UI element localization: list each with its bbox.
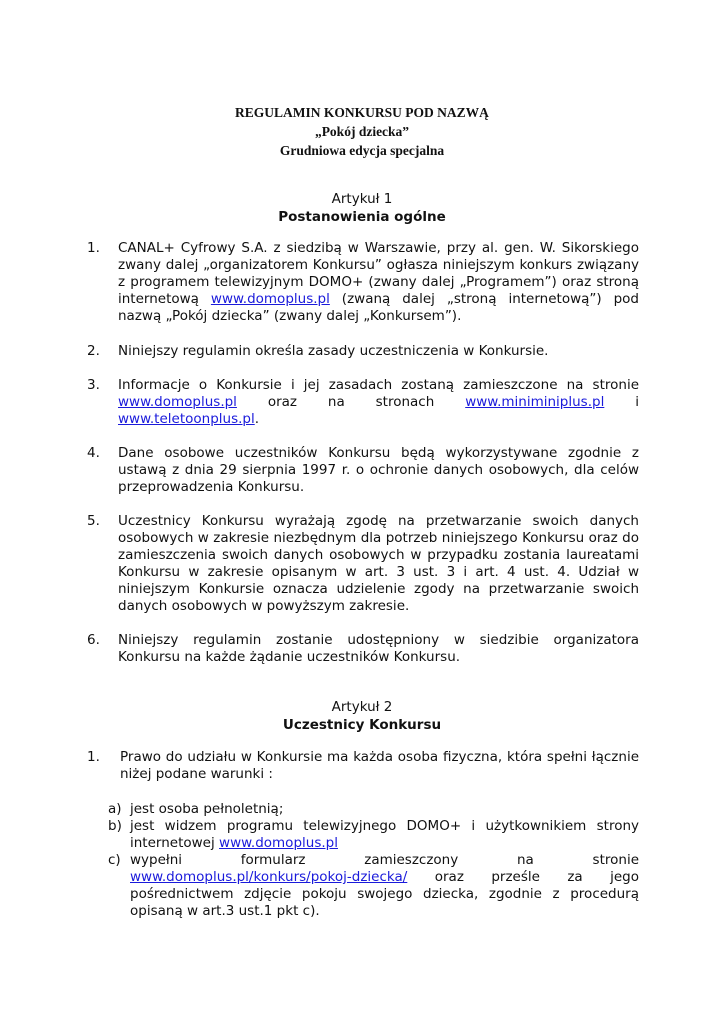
contest-form-link[interactable]: www.domoplus.pl/konkurs/pokoj-dziecka/ [130,869,408,885]
teletoonplus-link[interactable]: www.teletoonplus.pl [118,411,255,427]
item-text: jest widzem programu telewizyjnego DOMO+ i użytkownikiem strony internetowej [130,818,639,851]
miniminiplus-link[interactable]: www.miniminiplus.pl [465,394,605,410]
article-1-number: Artykuł 1 [331,191,393,207]
item-text: oraz prześle za jego pośrednictwem zdjęcie pokoju swojego dziecka, zgodnie z procedurą opisaną w art.3 ust.1 pkt c). [130,869,639,919]
article-1-item-5: Uczestnicy Konkursu wyrażają zgodę na przetwarzanie swoich danych osobowych w zakresie niezbędnym dla potrzeb niniejszego Konkursu oraz do zamieszczenia swoich danych osobowych w przypadku zostania laureatami Konkursu w zakresie opisanym w art. 3 ust. 3 i art. 4 ust. 4. Udział w niniejszym Konkursie oznacza udzielenie zgody na przetwarzanie swoich danych osobowych w powyższym zakresie. [118,513,639,614]
item-number: 1. [87,749,100,765]
domoplus-link[interactable]: www.domoplus.pl [210,291,330,307]
item-text: (zwaną dalej „stroną internetową”) pod nazwą „Pokój dziecka” (zwany dalej „Konkursem”). [118,291,639,324]
domoplus-link[interactable]: www.domoplus.pl [219,835,338,851]
sub-item-letter: c) [108,852,121,868]
sub-item-b [130,818,639,852]
links-line [118,411,639,428]
article-1-item-3 [118,377,639,428]
item-text: CANAL+ Cyfrowy S.A. z siedzibą w Warszawie, przy al. gen. W. Sikorskiego zwany dalej „organizatorem Konkursu” ogłasza niniejszym konkurs związany z programem telewizyjnym DOMO+ (zwany dalej „Programem”) oraz stroną internetową [118,240,639,307]
article-1-item-4: Dane osobowe uczestników Konkursu będą wykorzystywane zgodnie z ustawą z dnia 29 sierpnia 1997 r. o ochronie danych osobowych, dla celów przeprowadzenia Konkursu. [118,445,639,495]
article-2-title: Uczestnicy Konkursu [282,717,442,733]
item-text: Informacje o Konkursie i jej zasadach zostaną zamieszczone na stronie [118,377,639,393]
item-text: i [635,394,639,410]
sub-item-letter: b) [108,818,122,834]
article-2-item-1: Prawo do udziału w Konkursie ma każda osoba fizyczna, która spełni łącznie niżej podane warunki : [120,749,639,782]
links-line [118,394,639,411]
sub-item-c [130,852,639,920]
edition-subtitle: Grudniowa edycja specjalna [279,143,445,158]
item-number: 6. [87,632,100,648]
sub-item-letter: a) [108,801,122,817]
article-1-item-1 [118,240,639,325]
item-number: 4. [87,445,100,461]
item-number: 2. [87,343,100,359]
item-text: wypełni formularz zamieszczony na stronie [130,852,639,868]
article-1-item-2: Niniejszy regulamin określa zasady uczestniczenia w Konkursie. [118,343,549,359]
item-text: . [254,411,260,427]
item-text: oraz na stronach [267,394,435,410]
article-1-title: Postanowienia ogólne [278,209,446,225]
article-1-item-6: Niniejszy regulamin zostanie udostępniony w siedzibie organizatora Konkursu na każde żądanie uczestników Konkursu. [118,632,639,665]
item-number: 5. [87,513,100,529]
domoplus-link[interactable]: www.domoplus.pl [118,394,237,410]
sub-item-a: jest osoba pełnoletnią; [130,801,284,817]
item-number: 1. [87,240,100,256]
item-number: 3. [87,377,100,393]
article-2-number: Artykuł 2 [331,699,393,715]
document-title: REGULAMIN KONKURSU POD NAZWĄ [235,105,489,120]
contest-name: „Pokój dziecka” [314,124,410,139]
